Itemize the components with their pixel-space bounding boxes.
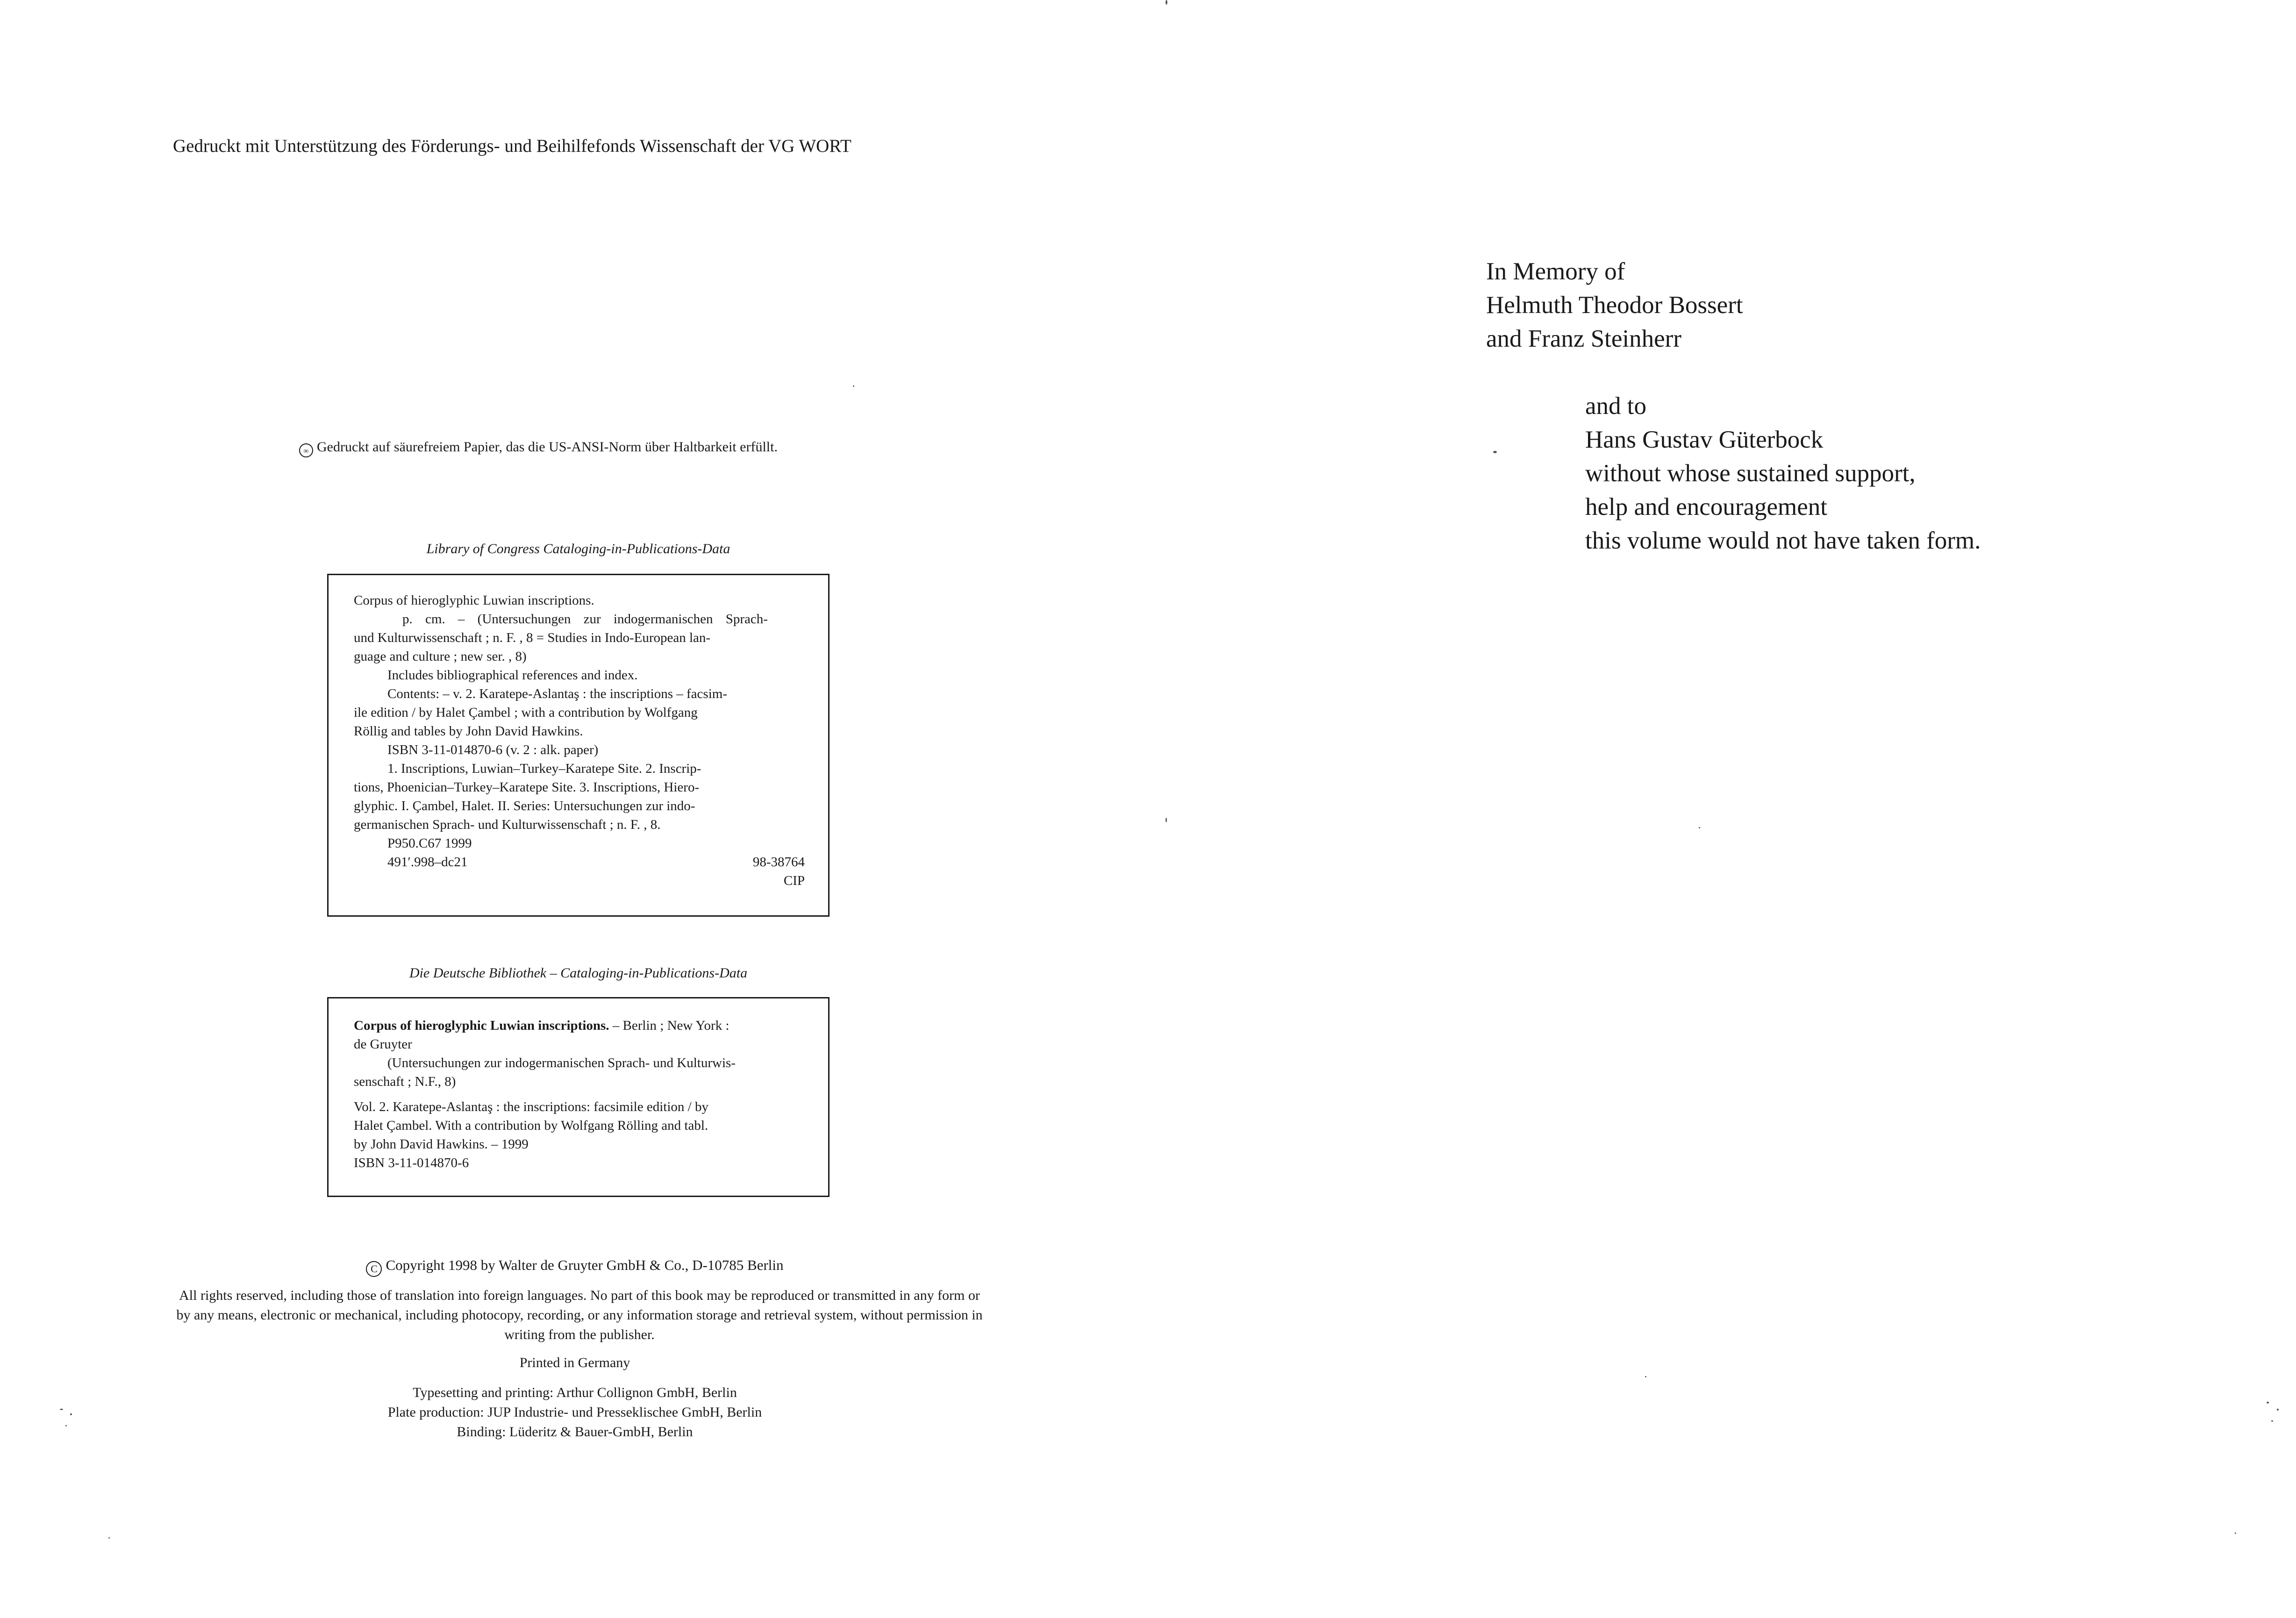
scan-speck <box>2271 1420 2273 1422</box>
loc-series-cont: guage and culture ; new ser. , 8) <box>354 649 527 664</box>
loc-subjects: tions, Phoenician–Turkey–Karatepe Site. 3. Inscriptions, Hiero- <box>354 780 700 795</box>
loc-isbn: ISBN 3-11-014870-6 (v. 2 : alk. paper) <box>387 742 599 757</box>
loc-cip-heading: Library of Congress Cataloging-in-Publications-Data <box>426 541 730 556</box>
rights-text: All rights reserved, including those of translation into foreign languages. No part of this book may be reproduced or transmitted in any form or <box>179 1288 980 1303</box>
printed-in-germany: Printed in Germany <box>519 1355 630 1370</box>
loc-subjects: 1. Inscriptions, Luwian–Turkey–Karatepe Site. 2. Inscrip- <box>387 761 701 776</box>
plate-credit: Plate production: JUP Industrie- und Presseklischee GmbH, Berlin <box>387 1404 762 1420</box>
loc-dewey: 491′.998–dc21 <box>387 855 468 870</box>
infinity-paper-icon: ∞ <box>299 443 313 457</box>
loc-series-cont: und Kulturwissenschaft ; n. F. , 8 = Studies in Indo-European lan- <box>354 630 711 645</box>
dnb-imprint: – Berlin ; New York : <box>609 1018 730 1033</box>
loc-contents-note: ile edition / by Halet Çambel ; with a contribution by Wolfgang <box>354 705 698 720</box>
scan-speck <box>1166 818 1167 822</box>
rights-text: by any means, electronic or mechanical, including photocopy, recording, or any information storage and retrieval system, without permission in <box>176 1307 983 1323</box>
copyright-text: Copyright 1998 by Walter de Gruyter GmbH & Co., D-10785 Berlin <box>386 1257 784 1273</box>
loc-contents-note: Contents: – v. 2. Karatepe-Aslantaş : the inscriptions – facsim- <box>387 686 727 701</box>
binding-credit: Binding: Lüderitz & Bauer-GmbH, Berlin <box>457 1424 693 1440</box>
acid-free-paper-notice <box>299 439 778 457</box>
dedication-line: help and encouragement <box>1585 493 1827 520</box>
dedication-line: this volume would not have taken form. <box>1585 527 1981 554</box>
paper-notice-text: Gedruckt auf säurefreiem Papier, das die US-ANSI-Norm über Haltbarkeit erfüllt. <box>317 439 778 455</box>
dedication-line: Helmuth Theodor Bossert <box>1486 292 1743 319</box>
rights-notice <box>103 1286 1056 1345</box>
rights-text: writing from the publisher. <box>504 1327 655 1342</box>
dedication-line: without whose sustained support, <box>1585 460 1916 487</box>
dnb-series: (Untersuchungen zur indogermanischen Sprach- und Kulturwis- <box>387 1055 736 1070</box>
dnb-title: Corpus of hieroglyphic Luwian inscriptions. <box>354 1018 609 1033</box>
loc-call-number: P950.C67 1999 <box>387 836 472 851</box>
dnb-volume: Halet Çambel. With a contribution by Wolfgang Rölling and tabl. <box>354 1118 708 1133</box>
support-notice: Gedruckt mit Unterstützung des Förderungs- und Beihilfefonds Wissenschaft der VG WORT <box>173 136 851 156</box>
dnb-volume: Vol. 2. Karatepe-Aslantaş : the inscriptions: facsimile edition / by <box>354 1099 708 1114</box>
dnb-series: senschaft ; N.F., 8) <box>354 1074 456 1089</box>
dnb-volume: by John David Hawkins. – 1999 <box>354 1137 529 1152</box>
dedication <box>1486 255 1981 557</box>
dnb-cip-record <box>327 997 830 1197</box>
loc-classification-row <box>354 853 805 871</box>
dnb-title-line <box>354 1016 805 1035</box>
scan-speck <box>2267 1402 2269 1404</box>
dnb-publisher: de Gruyter <box>354 1037 412 1052</box>
loc-subjects: glyphic. I. Çambel, Halet. II. Series: Untersuchungen zur indo- <box>354 798 695 813</box>
dedication-line: Hans Gustav Güterbock <box>1585 426 1824 453</box>
scan-speck <box>70 1413 72 1415</box>
scan-speck <box>65 1425 67 1426</box>
loc-includes-note: Includes bibliographical references and index. <box>387 668 638 683</box>
dnb-cip-heading: Die Deutsche Bibliothek – Cataloging-in-Publications-Data <box>409 965 748 981</box>
dnb-isbn: ISBN 3-11-014870-6 <box>354 1155 469 1170</box>
loc-title: Corpus of hieroglyphic Luwian inscriptions. <box>354 593 594 608</box>
scan-speck <box>60 1409 63 1410</box>
production-credits <box>0 1383 1150 1442</box>
loc-cip-label: CIP <box>783 873 805 888</box>
dedication-line: In Memory of <box>1486 258 1625 285</box>
scan-speck <box>1166 0 1167 5</box>
loc-physical-series: p. cm. – (Untersuchungen zur indogermanischen Sprach- <box>402 612 768 627</box>
loc-cip-record <box>327 574 830 917</box>
copyright-icon: C <box>366 1261 382 1277</box>
scan-speck <box>853 385 854 387</box>
dedication-line: and Franz Steinherr <box>1486 325 1681 352</box>
loc-lccn: 98-38764 <box>752 855 805 870</box>
scan-speck <box>108 1537 110 1539</box>
loc-subjects: germanischen Sprach- und Kulturwissenschaft ; n. F. , 8. <box>354 817 661 832</box>
scan-speck <box>1699 827 1700 828</box>
scan-speck <box>1493 451 1497 453</box>
scan-speck <box>2277 1409 2279 1411</box>
dedication-line: and to <box>1585 392 1646 420</box>
scan-speck <box>2235 1532 2236 1534</box>
copyright-line <box>0 1257 1150 1277</box>
scan-speck <box>1645 1376 1646 1377</box>
loc-contents-note: Röllig and tables by John David Hawkins. <box>354 724 583 739</box>
typesetting-credit: Typesetting and printing: Arthur Collignon GmbH, Berlin <box>413 1385 737 1400</box>
